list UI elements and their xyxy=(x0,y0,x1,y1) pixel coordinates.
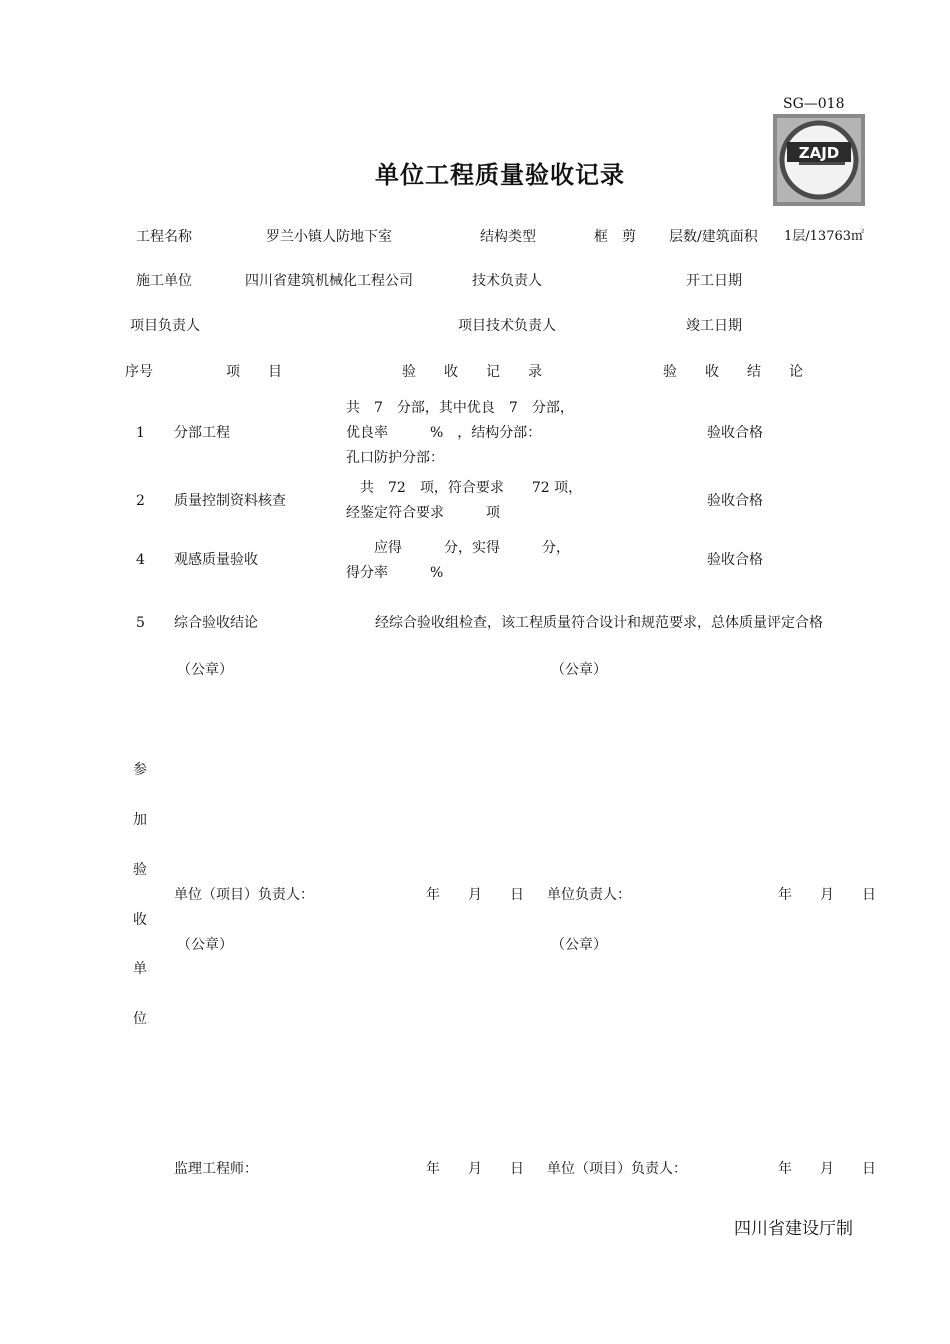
tech-lead-label: 技术负责人 xyxy=(472,273,542,289)
side-label-char: 收 xyxy=(133,912,147,928)
row-no: 1 xyxy=(136,425,145,441)
date-ymd: 年 月 日 xyxy=(426,887,524,903)
row-record-line: 共 72 项，符合要求 72 项， xyxy=(346,480,583,496)
row-record-line: 得分率 % xyxy=(346,565,444,581)
side-label-char: 单 xyxy=(133,961,147,977)
start-date-label: 开工日期 xyxy=(686,273,742,289)
row-item: 质量控制资料核查 xyxy=(174,493,286,509)
unit-project-lead-label: 单位（项目）负责人： xyxy=(547,1161,687,1177)
project-name-label: 工程名称 xyxy=(136,229,192,245)
row-item: 分部工程 xyxy=(174,425,230,441)
page-title: 单位工程质量验收记录 xyxy=(375,161,625,189)
row-no: 4 xyxy=(136,552,145,568)
unit-lead-label: 单位负责人： xyxy=(547,887,631,903)
floors-area-label: 层数/建筑面积 xyxy=(669,229,758,245)
issuing-authority: 四川省建设厅制 xyxy=(734,1219,853,1239)
column-header-conclusion: 验 收 结 论 xyxy=(663,364,803,380)
column-header-record: 验 收 记 录 xyxy=(402,364,542,380)
row-no: 2 xyxy=(136,493,145,509)
structure-type-label: 结构类型 xyxy=(480,229,536,245)
row-conclusion: 验收合格 xyxy=(707,552,763,568)
row-item: 观感质量验收 xyxy=(174,552,258,568)
unit-project-lead-label: 单位（项目）负责人： xyxy=(174,887,314,903)
project-manager-label: 项目负责人 xyxy=(130,318,200,334)
contractor-value: 四川省建筑机械化工程公司 xyxy=(245,273,413,289)
row-item: 综合验收结论 xyxy=(174,615,258,631)
zajd-logo xyxy=(773,114,865,206)
supervisor-label: 监理工程师： xyxy=(174,1161,258,1177)
side-label-char: 验 xyxy=(133,862,147,878)
date-ymd: 年 月 日 xyxy=(778,887,876,903)
side-label-char: 加 xyxy=(133,812,147,828)
row-record-line: 经鉴定符合要求 项 xyxy=(346,505,500,521)
row-record-line: 应得 分，实得 分， xyxy=(346,540,570,556)
project-name-value: 罗兰小镇人防地下室 xyxy=(266,229,392,245)
row-no: 5 xyxy=(136,615,145,631)
date-ymd: 年 月 日 xyxy=(778,1161,876,1177)
logo-lettering: ZAJD xyxy=(798,144,840,162)
row-record-line: 共 7 分部，其中优良 7 分部， xyxy=(346,400,574,416)
column-header-item: 项 目 xyxy=(226,364,282,380)
contractor-label: 施工单位 xyxy=(136,273,192,289)
project-tech-lead-label: 项目技术负责人 xyxy=(458,318,556,334)
column-header-no: 序号 xyxy=(125,364,153,380)
side-label-char: 参 xyxy=(133,762,147,778)
completion-date-label: 竣工日期 xyxy=(686,318,742,334)
side-label-char: 位 xyxy=(133,1011,147,1027)
row-record-line: 孔口防护分部： xyxy=(346,450,444,466)
row-record-line: 优良率 % ，结构分部： xyxy=(346,425,542,441)
seal-label: （公章） xyxy=(551,662,607,678)
date-ymd: 年 月 日 xyxy=(426,1161,524,1177)
structure-type-value: 框 剪 xyxy=(594,229,636,245)
floors-area-value: 1层/13763㎡ xyxy=(784,229,865,244)
row-conclusion: 验收合格 xyxy=(707,493,763,509)
overall-conclusion: 经综合验收组检查，该工程质量符合设计和规范要求，总体质量评定合格 xyxy=(375,615,823,631)
row-conclusion: 验收合格 xyxy=(707,425,763,441)
seal-label: （公章） xyxy=(177,662,233,678)
seal-label: （公章） xyxy=(177,937,233,953)
seal-label: （公章） xyxy=(551,937,607,953)
document-code: SG—018 xyxy=(783,96,845,112)
